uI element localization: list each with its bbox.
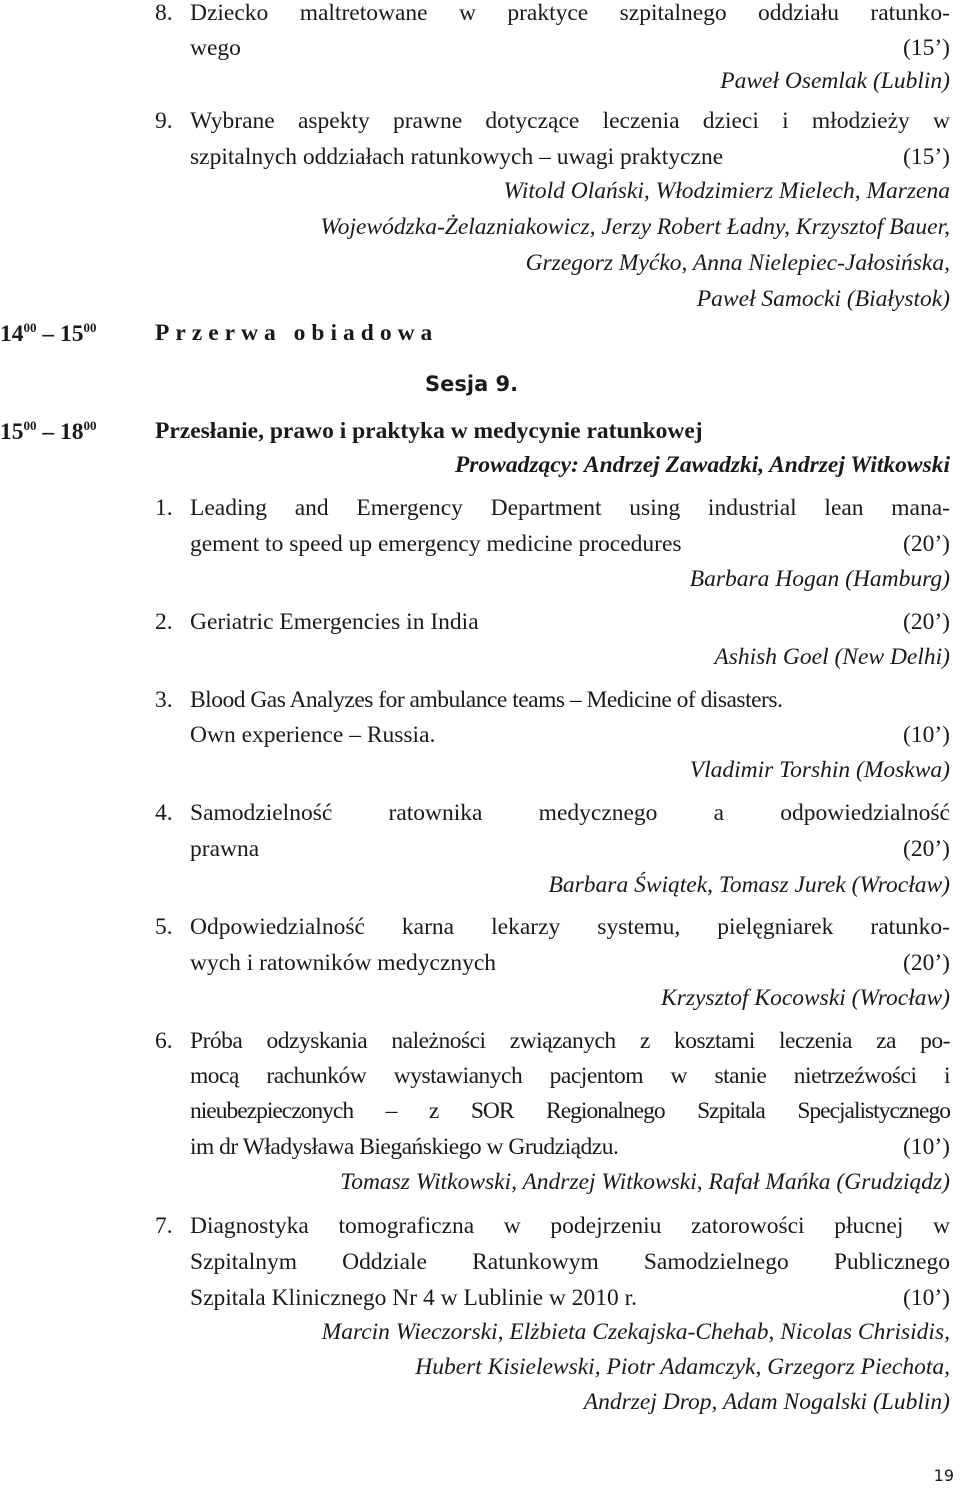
break-label: Przerwa obiadowa [155, 320, 439, 346]
item-duration: (20’) [903, 836, 950, 862]
item-duration: (10’) [903, 1134, 950, 1160]
item-title-line: wych i ratowników medycznych [190, 950, 497, 976]
item-authors: Tomasz Witkowski, Andrzej Witkowski, Rafał Mańka (Grudziądz) [340, 1169, 950, 1195]
item-title-line: Próba odzyskania należności związanych z kosztami leczenia za po- [190, 1028, 950, 1054]
item-title-line: Wybrane aspekty prawne dotyczące leczenia dzieci i młodzieży w [190, 108, 950, 134]
page-number: 19 [933, 1466, 954, 1485]
item-authors: Andrzej Drop, Adam Nogalski (Lublin) [583, 1389, 950, 1415]
item-authors: Paweł Osemlak (Lublin) [720, 68, 950, 94]
item-title-line: Dziecko maltretowane w praktyce szpitalnego oddziału ratunko- [190, 0, 950, 26]
item-title-line: Szpitalnym Oddziale Ratunkowym Samodzielnego Publicznego [190, 1249, 950, 1275]
item-title-line: Odpowiedzialność karna lekarzy systemu, pielęgniarek ratunko- [190, 914, 950, 940]
item-duration: (10’) [903, 1285, 950, 1311]
item-number: 8. [155, 0, 173, 26]
item-title-line: nieubezpieczonych – z SOR Regionalnego Szpitala Specjalistycznego [190, 1098, 950, 1124]
item-duration: (20’) [903, 950, 950, 976]
item-title-line: Geriatric Emergencies in India [190, 609, 479, 635]
session-heading: Sesja 9. [425, 372, 519, 396]
break-time: $14^{00} - 15^{00}$ [0, 320, 97, 347]
item-title-line: Samodzielność ratownika medycznego a odpowiedzialność [190, 800, 950, 826]
session-chairs: Prowadzący: Andrzej Zawadzki, Andrzej Witkowski [454, 452, 950, 478]
item-title-line: im dr Władysława Biegańskiego w Grudziądzu. [190, 1134, 619, 1160]
item-authors: Witold Olański, Włodzimierz Mielech, Marzena [503, 178, 950, 204]
item-title-line: Own experience – Russia. [190, 722, 436, 748]
item-duration: (10’) [903, 722, 950, 748]
item-authors: Wojewódzka-Żelazniakowicz, Jerzy Robert Ładny, Krzysztof Bauer, [320, 214, 950, 240]
session-time: $15^{00} - 18^{00}$ [0, 418, 97, 445]
item-title-line: prawna [190, 836, 260, 862]
session-title: Przesłanie, prawo i praktyka w medycynie ratunkowej [155, 418, 703, 444]
item-authors: Hubert Kisielewski, Piotr Adamczyk, Grzegorz Piechota, [415, 1354, 950, 1380]
item-number: 4. [155, 800, 173, 826]
item-authors: Barbara Świątek, Tomasz Jurek (Wrocław) [548, 872, 950, 898]
item-duration: (15’) [903, 144, 950, 170]
item-number: 7. [155, 1213, 173, 1239]
item-number: 3. [155, 687, 173, 713]
item-duration: (20’) [903, 609, 950, 635]
item-authors: Marcin Wieczorski, Elżbieta Czekajska-Chehab, Nicolas Chrisidis, [321, 1319, 950, 1345]
item-number: 9. [155, 108, 173, 134]
item-title-line: Leading and Emergency Department using industrial lean mana- [190, 495, 950, 521]
item-title-line: gement to speed up emergency medicine procedures [190, 531, 682, 557]
item-authors: Paweł Samocki (Białystok) [696, 286, 950, 312]
item-title-line: Blood Gas Analyzes for ambulance teams – Medicine of disasters. [190, 687, 783, 713]
item-authors: Krzysztof Kocowski (Wrocław) [661, 985, 950, 1011]
item-authors: Ashish Goel (New Delhi) [714, 644, 950, 670]
item-duration: (20’) [903, 531, 950, 557]
item-title-line: wego [190, 35, 241, 61]
item-authors: Barbara Hogan (Hamburg) [689, 566, 950, 592]
item-authors: Grzegorz Myćko, Anna Nielepiec-Jałosińska, [525, 250, 950, 276]
item-title-line: Szpitala Klinicznego Nr 4 w Lublinie w 2010 r. [190, 1285, 638, 1311]
item-title-line: mocą rachunków wystawianych pacjentom w stanie nietrzeźwości i [190, 1063, 950, 1089]
item-number: 1. [155, 495, 173, 521]
item-number: 6. [155, 1028, 173, 1054]
item-number: 5. [155, 914, 173, 940]
item-authors: Vladimir Torshin (Moskwa) [689, 757, 950, 783]
item-title-line: Diagnostyka tomograficzna w podejrzeniu zatorowości płucnej w [190, 1213, 950, 1239]
item-number: 2. [155, 609, 173, 635]
item-title-line: szpitalnych oddziałach ratunkowych – uwagi praktyczne [190, 144, 724, 170]
item-duration: (15’) [903, 35, 950, 61]
